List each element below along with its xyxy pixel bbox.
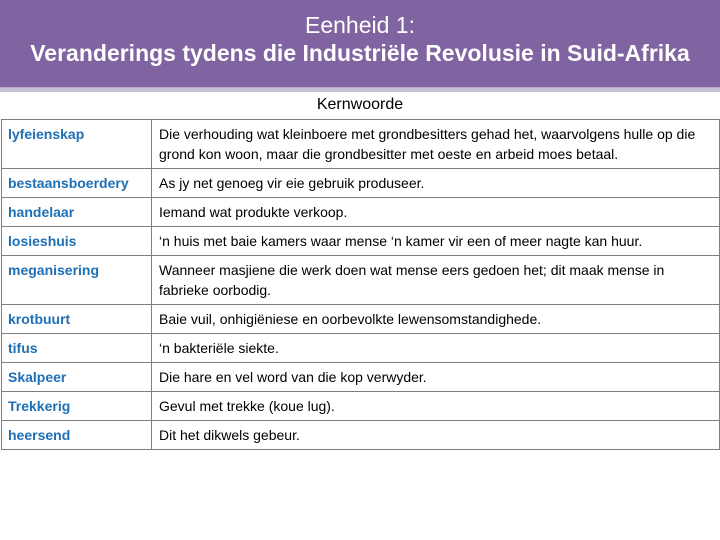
glossary-definition: Dit het dikwels gebeur.: [152, 421, 720, 450]
glossary-term: lyfeienskap: [2, 120, 152, 169]
table-row: [2, 305, 720, 334]
glossary-term: krotbuurt: [2, 305, 152, 334]
glossary-term: losieshuis: [2, 227, 152, 256]
glossary-definition: Baie vuil, onhigiëniese en oorbevolkte lewensomstandighede.: [152, 305, 720, 334]
glossary-term: Skalpeer: [2, 363, 152, 392]
slide-title-banner: [0, 0, 720, 87]
glossary-definition: ‘n huis met baie kamers waar mense ‘n kamer vir een of meer nagte kan huur.: [152, 227, 720, 256]
table-row: [2, 120, 720, 169]
glossary-definition: Gevul met trekke (koue lug).: [152, 392, 720, 421]
title-divider: [0, 87, 720, 92]
slide-title-line-2: Veranderings tydens die Industriële Revolusie in Suid-Afrika: [30, 40, 690, 66]
glossary-definition: As jy net genoeg vir eie gebruik produseer.: [152, 169, 720, 198]
table-row: [2, 198, 720, 227]
glossary-table: [1, 119, 720, 450]
glossary-definition: ‘n bakteriële siekte.: [152, 334, 720, 363]
table-row: [2, 363, 720, 392]
table-row: [2, 169, 720, 198]
slide-title-line-1: Eenheid 1:: [305, 12, 415, 38]
glossary-term: tifus: [2, 334, 152, 363]
table-row: [2, 334, 720, 363]
glossary-term: heersend: [2, 421, 152, 450]
section-subtitle: Kernwoorde: [316, 96, 404, 113]
glossary-term: handelaar: [2, 198, 152, 227]
glossary-term: Trekkerig: [2, 392, 152, 421]
glossary-term: meganisering: [2, 256, 152, 305]
glossary-definition: Die verhouding wat kleinboere met grondbesitters gehad het, waarvolgens hulle op die grond kon woon, maar die grondbesitter met oeste en arbeid moes betaal.: [152, 120, 720, 169]
glossary-definition: Iemand wat produkte verkoop.: [152, 198, 720, 227]
table-row: [2, 256, 720, 305]
table-row: [2, 421, 720, 450]
table-row: [2, 227, 720, 256]
table-row: [2, 392, 720, 421]
glossary-term: bestaansboerdery: [2, 169, 152, 198]
glossary-definition: Die hare en vel word van die kop verwyder.: [152, 363, 720, 392]
glossary-definition: Wanneer masjiene die werk doen wat mense eers gedoen het; dit maak mense in fabrieke oorbodig.: [152, 256, 720, 305]
